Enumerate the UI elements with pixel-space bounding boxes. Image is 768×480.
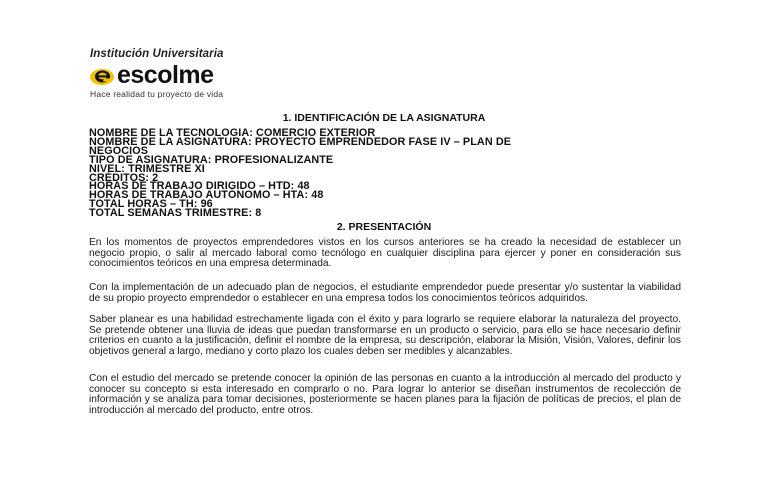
info-line: TOTAL HORAS – TH: 96	[89, 198, 213, 211]
paragraph: Con la implementación de un adecuado plan de negocios, el estudiante emprendedor puede presentar y/o sustentar la viabilidad de su propio proyecto emprendedor o establecer en una empresa todos los conocimientos teóricos adquiridos.	[89, 282, 681, 304]
logo-tagline: Hace realidad tu proyecto de vida	[90, 89, 224, 99]
paragraph: Con el estudio del mercado se pretende conocer la opinión de las personas en cuanto a la introducción al mercado del producto y conocer su concepto si esta interesado en comprarlo o no. Para lograr lo anterior se diseñan instrumentos de recolección de información y se analiza para tomar decisiones, posteriormente se hacen planes para la fijación de políticas de precios, el plan de introducción al mercado del producto, entre otros.	[89, 373, 681, 416]
paragraph: Saber planear es una habilidad estrechamente ligada con el éxito y para lograrlo se requiere elaborar la naturaleza del proyecto. Se pretende obtener una lluvia de ideas que puedan transformarse en un producto o servicio, para ello se hace necesario definir criterios en cuanto a la justificación, definir el nombre de la empresa, su descripción, elaborar la Misión, Visión, Valores, definir los objetivos general a largo, mediano y corto plazo los cuales deben ser medibles y alcanzables.	[89, 314, 681, 357]
info-line: TIPO DE ASIGNATURA: PROFESIONALIZANTE	[89, 153, 334, 166]
info-line: NOMBRE DE LA ASIGNATURA: PROYECTO EMPRENDEDOR FASE IV – PLAN DE	[89, 135, 512, 148]
logo-institution-text: Institución Universitaria	[90, 48, 224, 60]
logo-mark	[90, 62, 290, 88]
section-title-presentacion: 2. PRESENTACIÓN	[336, 221, 432, 233]
logo-e-icon	[90, 64, 116, 86]
info-line: HORAS DE TRABAJO AUTÓNOMO – HTA: 48	[89, 189, 324, 202]
info-line: CRÉDITOS: 2	[89, 171, 159, 184]
subject-info	[89, 129, 689, 218]
info-line: HORAS DE TRABAJO DIRIGIDO – HTD: 48	[89, 180, 310, 193]
paragraph: En los momentos de proyectos emprendedores vistos en los cursos anteriores se ha creado la necesidad de establecer un negocio propio, o salir al mercado laboral como tecnólogo en cualquier disciplina para ejercer y poner en consideración sus conocimientos teóricos en una empresa determinada.	[89, 237, 681, 270]
institution-logo	[90, 48, 290, 99]
logo-wordmark: escolme	[117, 61, 214, 89]
info-line: TOTAL SEMANAS TRIMESTRE: 8	[89, 207, 262, 220]
info-line: NIVEL: TRIMESTRE XI	[89, 162, 205, 175]
section-title-identificacion: 1. IDENTIFICACIÓN DE LA ASIGNATURA	[282, 112, 486, 124]
info-line: NEGOCIOS	[89, 144, 148, 157]
info-line: NOMBRE DE LA TECNOLOGIA: COMERCIO EXTERIOR	[89, 127, 376, 139]
